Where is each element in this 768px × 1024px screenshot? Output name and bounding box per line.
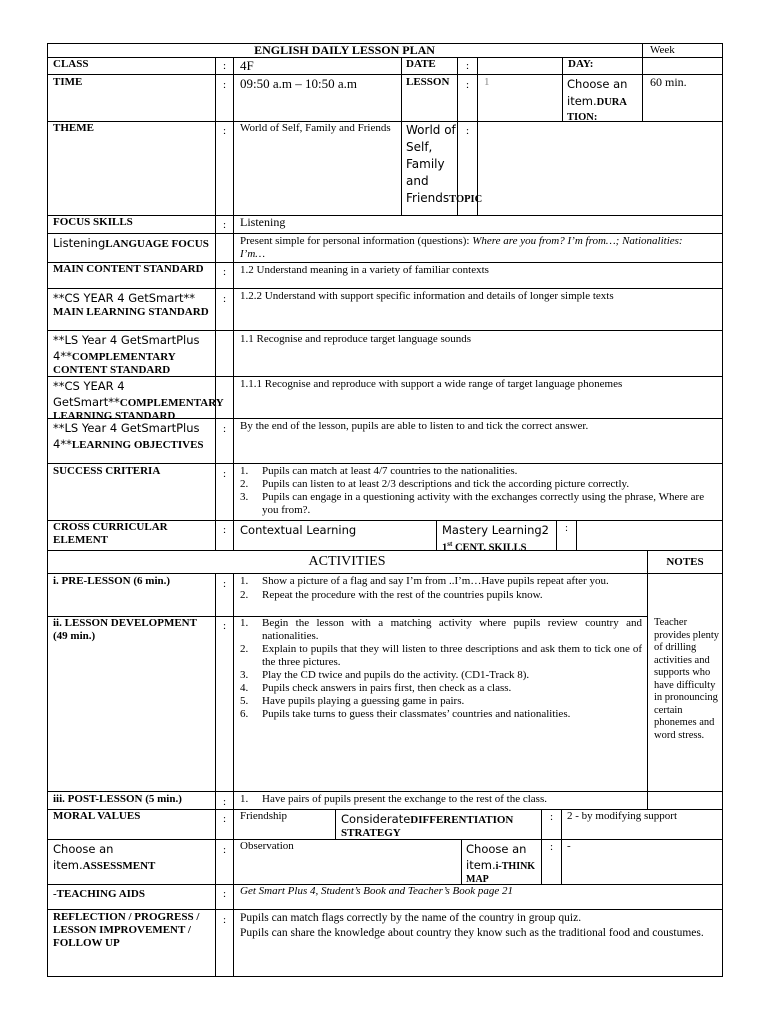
assess-value[interactable]: Observation xyxy=(240,840,294,852)
pre-lesson-list[interactable] xyxy=(240,575,642,602)
reflection-line: Pupils can share the knowledge about country they know such as the traditional food and coustumes. xyxy=(240,926,704,939)
focus-skills-label: FOCUS SKILLS xyxy=(53,216,133,228)
topic-select[interactable]: World of Self, Family and Friends xyxy=(406,123,456,205)
skills-label: 1st CENT. SKILLS xyxy=(442,540,527,554)
language-focus-value-a: Present simple for personal information (questions): xyxy=(240,235,473,247)
success-colon: : xyxy=(222,468,227,480)
dev-colon: : xyxy=(222,620,227,632)
objectives-colon: : xyxy=(222,423,227,435)
language-focus-value[interactable] xyxy=(240,235,710,261)
diff-select[interactable]: Considerate xyxy=(341,812,411,826)
main-content-label: MAIN CONTENT STANDARD xyxy=(53,263,204,275)
list-item: 5. Have pupils playing a guessing game in pairs. xyxy=(240,695,465,707)
think-select[interactable]: Choose an item. xyxy=(466,842,527,872)
objectives-label xyxy=(53,420,215,452)
reflection-label: REFLECTION / PROGRESS / LESSON IMPROVEMENT / FOLLOW UP xyxy=(53,911,200,949)
duration-box xyxy=(567,76,641,125)
think-colon: : xyxy=(549,841,554,853)
aids-value[interactable]: Get Smart Plus 4, Student’s Book and Teacher’s Book page 21 xyxy=(240,885,514,897)
post-lesson-list[interactable] xyxy=(240,793,642,806)
assess-text: ASSESSMENT xyxy=(82,860,156,872)
focus-skills-colon: : xyxy=(222,219,227,231)
assess-select[interactable]: Choose an item. xyxy=(53,842,114,872)
time-label: TIME xyxy=(53,76,83,88)
cross-value[interactable]: Contextual Learning xyxy=(240,523,357,537)
post-lesson-label: iii. POST-LESSON (5 min.) xyxy=(53,793,182,805)
list-item: 1. Have pairs of pupils present the exchange to the rest of the class. xyxy=(240,793,547,805)
main-content-colon: : xyxy=(222,266,227,278)
lesson-label: LESSON xyxy=(406,76,450,88)
activities-heading: ACTIVITIES xyxy=(308,554,386,569)
objectives-select[interactable]: **LS Year 4 GetSmartPlus 4** xyxy=(53,421,200,451)
reflection-line: Pupils can match flags correctly by the name of the country in group quiz. xyxy=(240,912,582,924)
moral-label: MORAL VALUES xyxy=(53,810,141,822)
success-label: SUCCESS CRITERIA xyxy=(53,465,161,477)
dev-label: ii. LESSON DEVELOPMENT (49 min.) xyxy=(53,617,197,642)
main-content-value[interactable]: 1.2 Understand meaning in a variety of familiar contexts xyxy=(240,264,489,276)
list-item: 2. Repeat the procedure with the rest of the countries pupils know. xyxy=(240,589,543,601)
diff-box xyxy=(341,811,541,840)
comp-learning-text: COMPLEMENTARY LEARNING STANDARD xyxy=(53,397,224,422)
duration-label: DURA TION: xyxy=(567,97,627,123)
theme-value[interactable]: World of Self, Family and Friends xyxy=(240,122,391,134)
skills-select[interactable]: Mastery Learning2 xyxy=(442,523,549,537)
think-label: i-THINK MAP xyxy=(466,861,536,885)
pre-lesson-label: i. PRE-LESSON (6 min.) xyxy=(53,575,171,587)
list-item: 4. Pupils check answers in pairs first, then check as a class. xyxy=(240,682,512,694)
diff-colon: : xyxy=(549,811,554,823)
objectives-value[interactable]: By the end of the lesson, pupils are able to listen to and tick the correct answer. xyxy=(240,420,589,432)
topic-colon: : xyxy=(465,125,470,137)
list-item: 2. Explain to pupils that they will listen to three descriptions and ask them to tick one of the three pictures. xyxy=(240,643,642,668)
main-learning-text: MAIN LEARNING STANDARD xyxy=(53,306,209,318)
assess-colon: : xyxy=(222,844,227,856)
duration-select[interactable]: Choose an item. xyxy=(567,77,628,108)
date-label: DATE xyxy=(406,58,436,70)
language-focus-label xyxy=(53,235,213,251)
focus-skills-value[interactable]: Listening xyxy=(240,215,286,229)
moral-colon: : xyxy=(222,813,227,825)
diff-label: DIFFERENTIATION STRATEGY xyxy=(341,814,514,839)
language-focus-value-b: Where are you from? I’m from…; Nationalities: I’m… xyxy=(240,235,683,260)
list-item: 1. Show a picture of a flag and say I’m from ..I’m…Have pupils repeat after you. xyxy=(240,575,609,587)
comp-learning-value[interactable]: 1.1.1 Recognise and reproduce with support a wide range of target language phonemes xyxy=(240,378,623,390)
aids-colon: : xyxy=(222,888,227,900)
comp-content-label xyxy=(53,332,215,377)
main-learning-colon: : xyxy=(222,293,227,305)
time-value[interactable]: 09:50 a.m – 10:50 a.m xyxy=(240,76,357,91)
list-item: 1. Begin the lesson with a matching activity where pupils review country and nationalities. xyxy=(240,617,642,642)
dev-note[interactable]: Teacher provides plenty of drilling activities and supports who have difficulty in pronouncing certain phonemes and word stress. xyxy=(654,617,720,741)
list-item: 3. Pupils can engage in a questioning activity with the exchanges correctly using the phrase, Where are you from?. xyxy=(240,491,705,516)
skills-box xyxy=(442,522,556,555)
lesson-colon: : xyxy=(465,79,470,91)
week-label: Week xyxy=(650,44,675,56)
post-lesson-colon: : xyxy=(222,796,227,808)
day-label: DAY: xyxy=(568,58,594,70)
moral-value[interactable]: Friendship xyxy=(240,810,288,822)
comp-learning-select[interactable]: **CS YEAR 4 GetSmart** xyxy=(53,379,125,409)
list-item: 6. Pupils take turns to guess their classmates’ countries and nationalities. xyxy=(240,708,571,720)
list-item: 2. Pupils can listen to at least 2/3 descriptions and tick the according picture correctly. xyxy=(240,478,630,490)
comp-content-select[interactable]: **LS Year 4 GetSmartPlus 4** xyxy=(53,333,200,363)
reflection-colon: : xyxy=(222,914,227,926)
class-colon: : xyxy=(222,60,227,72)
list-item: 1. Pupils can match at least 4/7 countries to the nationalities. xyxy=(240,465,518,477)
page-title: ENGLISH DAILY LESSON PLAN xyxy=(254,43,435,57)
cross-label: CROSS CURRICULAR ELEMENT xyxy=(53,521,168,546)
main-learning-select[interactable]: **CS YEAR 4 GetSmart** xyxy=(53,291,196,305)
diff-value[interactable]: 2 - by modifying support xyxy=(567,810,677,822)
main-learning-value[interactable]: 1.2.2 Understand with support specific information and details of longer simple texts xyxy=(240,290,614,302)
time-colon: : xyxy=(222,79,227,91)
notes-heading: NOTES xyxy=(666,556,704,568)
class-label: CLASS xyxy=(53,58,89,70)
skills-colon: : xyxy=(565,523,568,534)
comp-learning-label xyxy=(53,378,224,423)
aids-label: -TEACHING AIDS xyxy=(53,888,145,900)
date-colon: : xyxy=(465,60,470,72)
list-item: 3. Play the CD twice and pupils do the activity. (CD1-Track 8). xyxy=(240,669,530,681)
language-focus-select[interactable]: Listening xyxy=(53,236,106,250)
think-box xyxy=(466,841,541,886)
duration-value[interactable]: 60 min. xyxy=(650,75,687,89)
theme-label: THEME xyxy=(53,122,94,134)
objectives-text: LEARNING OBJECTIVES xyxy=(71,439,204,451)
dev-list[interactable] xyxy=(240,617,642,721)
topic-label: TOPIC xyxy=(449,194,483,205)
cross-colon: : xyxy=(222,524,227,536)
theme-colon: : xyxy=(222,125,227,137)
language-focus-text: LANGUAGE FOCUS xyxy=(105,238,209,250)
topic-box xyxy=(406,122,483,207)
assess-label xyxy=(53,841,215,873)
think-value[interactable]: - xyxy=(567,840,571,852)
main-learning-label xyxy=(53,290,213,319)
comp-content-value[interactable]: 1.1 Recognise and reproduce target language sounds xyxy=(240,333,472,345)
success-list[interactable] xyxy=(240,465,718,517)
pre-lesson-colon: : xyxy=(222,578,227,590)
class-value[interactable]: 4F xyxy=(240,58,254,73)
reflection-value[interactable] xyxy=(240,911,718,940)
comp-content-text: COMPLEMENTARY CONTENT STANDARD xyxy=(53,351,176,376)
lesson-value[interactable]: 1 xyxy=(484,76,490,88)
